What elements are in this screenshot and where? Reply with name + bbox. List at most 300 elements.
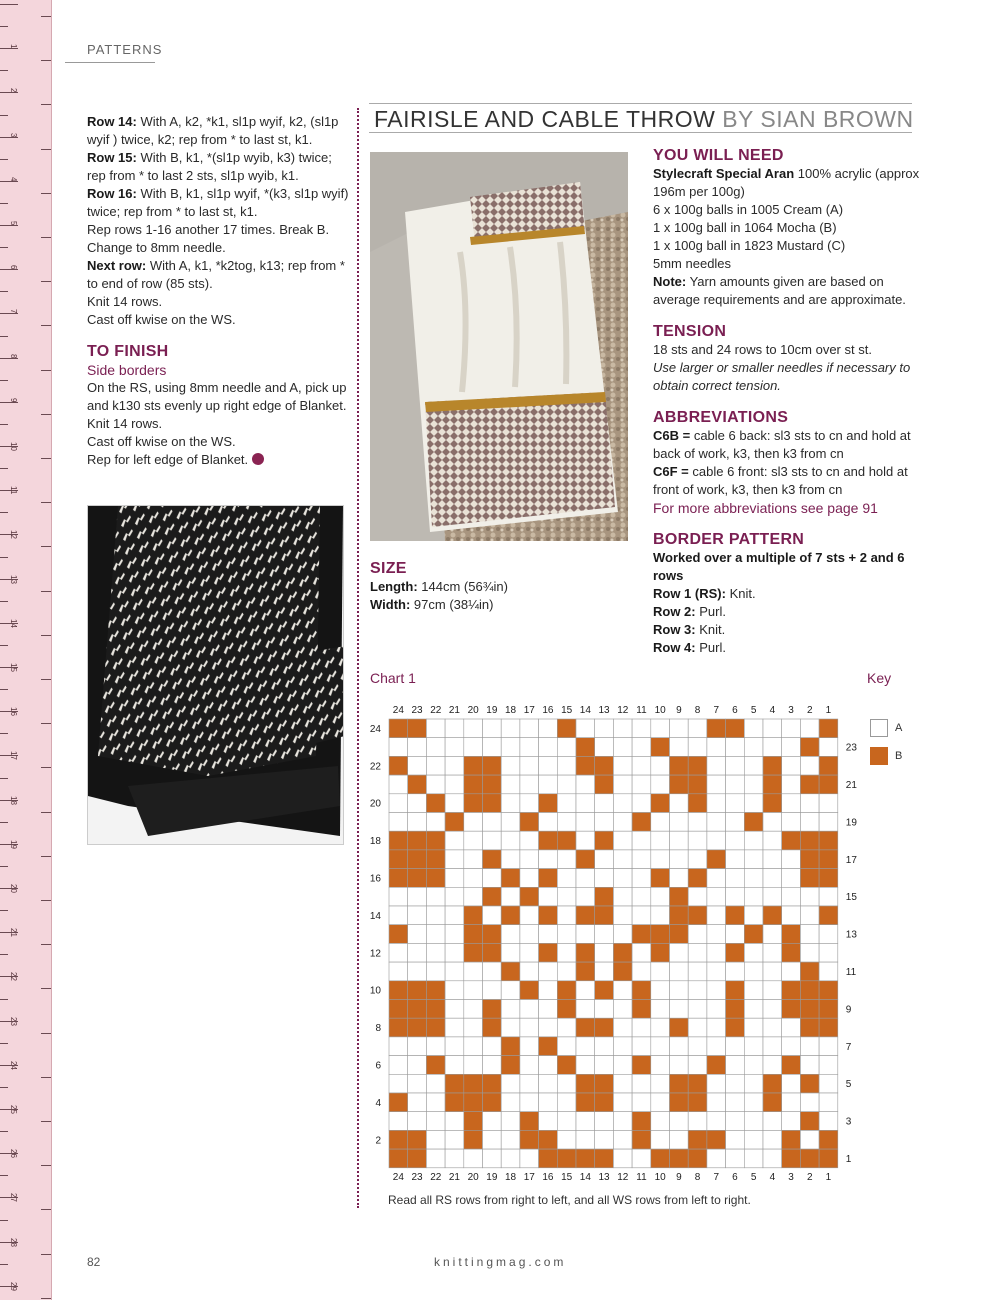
chart-cell xyxy=(632,1074,651,1093)
chart-cell xyxy=(408,925,427,944)
ruler-tick xyxy=(41,591,51,592)
chart-cell xyxy=(782,1149,801,1168)
chart-cell xyxy=(408,869,427,888)
ruler-tick xyxy=(0,1131,8,1132)
chart-cell xyxy=(688,943,707,962)
chart-cell xyxy=(613,1130,632,1149)
chart-column-label: 22 xyxy=(430,1171,442,1183)
chart-cell xyxy=(501,1000,520,1019)
chart-cell xyxy=(408,1093,427,1112)
chart-cell xyxy=(426,1112,445,1131)
chart-cell xyxy=(632,962,651,981)
chart-cell xyxy=(539,738,558,757)
chart-cell xyxy=(539,1130,558,1149)
border-row xyxy=(653,639,923,657)
chart-cell xyxy=(389,981,408,1000)
chart-row-label: 23 xyxy=(845,742,857,754)
length-value: 144cm (56¾in) xyxy=(417,579,508,594)
chart-cell xyxy=(426,813,445,832)
chart-cell xyxy=(744,813,763,832)
chart-cell xyxy=(651,1000,670,1019)
chart-cell xyxy=(389,1018,408,1037)
chart-cell xyxy=(520,1074,539,1093)
chart-cell xyxy=(819,1149,838,1168)
chart-cell xyxy=(763,943,782,962)
chart-cell xyxy=(389,794,408,813)
chart-cell xyxy=(688,869,707,888)
chart-cell xyxy=(688,1093,707,1112)
chart-cell xyxy=(408,887,427,906)
chart-cell xyxy=(632,1130,651,1149)
ruler-label: 13 xyxy=(9,574,18,584)
chart-cell xyxy=(557,925,576,944)
chart-cell xyxy=(595,850,614,869)
pattern-row-text: With A, k1, *k2tog, k13; rep from * to end of row (85 sts). xyxy=(87,258,345,291)
chart-cell xyxy=(557,1149,576,1168)
chart-cell xyxy=(819,831,838,850)
chart-cell xyxy=(707,1018,726,1037)
pattern-row xyxy=(87,149,349,185)
border-row-text: Purl. xyxy=(695,604,726,619)
chart-cell xyxy=(613,738,632,757)
chart-cell xyxy=(483,887,502,906)
chart-cell xyxy=(445,962,464,981)
chart-cell xyxy=(763,813,782,832)
ruler-tick xyxy=(0,689,8,690)
chart-cell xyxy=(520,775,539,794)
ruler-tick xyxy=(41,458,51,459)
chart-cell xyxy=(520,1056,539,1075)
chart-cell xyxy=(707,962,726,981)
chart-cell xyxy=(520,1093,539,1112)
ruler-tick xyxy=(41,679,51,680)
chart-cell xyxy=(539,869,558,888)
ruler-tick xyxy=(41,502,51,503)
chart-cell xyxy=(744,906,763,925)
chart-cell xyxy=(557,1112,576,1131)
pattern-row xyxy=(87,293,349,311)
chart-cell xyxy=(744,981,763,1000)
chart-cell xyxy=(557,719,576,738)
chart-cell xyxy=(819,775,838,794)
chart-cell xyxy=(520,738,539,757)
chart-cell xyxy=(576,1018,595,1037)
chart-column-label: 1 xyxy=(825,705,832,716)
chart-cell xyxy=(613,869,632,888)
chart-cell xyxy=(576,794,595,813)
chart-cell xyxy=(520,906,539,925)
ruler-tick xyxy=(0,424,8,425)
ruler-tick xyxy=(41,723,51,724)
chart-cell xyxy=(800,719,819,738)
ruler-tick xyxy=(41,546,51,547)
chart-cell xyxy=(595,887,614,906)
ruler-label: 1 xyxy=(9,44,18,49)
chart-cell xyxy=(707,1074,726,1093)
chart-cell xyxy=(670,1000,689,1019)
chart-cell xyxy=(557,738,576,757)
chart-cell xyxy=(782,1112,801,1131)
pattern-row-text: With B, k1, *(sl1p wyib, k3) twice; rep from * to last 2 sts, sl1p wyib, k1. xyxy=(87,150,332,183)
chart-cell xyxy=(782,1037,801,1056)
chart-cell xyxy=(389,887,408,906)
chart-column-label: 19 xyxy=(486,1171,498,1183)
ruler-tick xyxy=(0,247,8,248)
chart-column-label: 9 xyxy=(676,1171,682,1183)
chart-cell xyxy=(408,719,427,738)
chart-cell xyxy=(464,906,483,925)
chart-cell xyxy=(670,1056,689,1075)
chart-cell xyxy=(539,1149,558,1168)
border-row xyxy=(653,621,923,639)
chart-cell xyxy=(483,906,502,925)
chart-cell xyxy=(688,887,707,906)
chart-cell xyxy=(763,1000,782,1019)
chart-cell xyxy=(576,738,595,757)
chart-cell xyxy=(763,794,782,813)
chart-cell xyxy=(670,831,689,850)
chart-cell xyxy=(819,1112,838,1131)
pattern-row-label: Row 14: xyxy=(87,114,137,129)
chart-cell xyxy=(800,1037,819,1056)
chart-cell xyxy=(426,887,445,906)
ruler-tick xyxy=(0,645,8,646)
chart-cell xyxy=(595,1056,614,1075)
chart-cell xyxy=(632,1093,651,1112)
chart-cell xyxy=(576,813,595,832)
chart-cell xyxy=(445,887,464,906)
chart-cell xyxy=(501,1037,520,1056)
chart-cell xyxy=(408,831,427,850)
ruler-tick xyxy=(41,812,51,813)
chart-cell xyxy=(726,850,745,869)
chart-cell xyxy=(595,943,614,962)
chart-cell xyxy=(726,925,745,944)
chart-cell xyxy=(670,794,689,813)
chart-cell xyxy=(520,962,539,981)
finish-line: Knit 14 rows. xyxy=(87,416,163,431)
chart-cell xyxy=(501,943,520,962)
chart-cell xyxy=(426,1130,445,1149)
chart-cell xyxy=(445,1093,464,1112)
chart-cell xyxy=(670,719,689,738)
chart-row-label: 17 xyxy=(845,854,857,866)
chart-cell xyxy=(782,738,801,757)
ruler-tick xyxy=(0,557,8,558)
ruler-tick xyxy=(0,313,18,314)
chart-cell xyxy=(688,1130,707,1149)
chart-cell xyxy=(539,1000,558,1019)
chart-row-label: 20 xyxy=(369,798,381,810)
pattern-row xyxy=(87,311,349,329)
chart-cell xyxy=(408,1056,427,1075)
chart-cell xyxy=(557,1074,576,1093)
chart-cell xyxy=(744,1000,763,1019)
chart-cell xyxy=(445,1000,464,1019)
chart-cell xyxy=(520,981,539,1000)
blanket-photo-houndstooth xyxy=(87,505,344,845)
chart-cell xyxy=(464,869,483,888)
chart-cell xyxy=(408,850,427,869)
chart-cell xyxy=(763,1130,782,1149)
chart-cell xyxy=(782,775,801,794)
ruler-tick xyxy=(41,1033,51,1034)
chart-cell xyxy=(688,1056,707,1075)
ruler-tick xyxy=(0,70,8,71)
chart-cell xyxy=(464,1056,483,1075)
chart-cell xyxy=(464,850,483,869)
chart-cell xyxy=(744,794,763,813)
chart-cell xyxy=(501,962,520,981)
chart-cell xyxy=(613,756,632,775)
chart-cell xyxy=(595,1130,614,1149)
chart-cell xyxy=(595,1112,614,1131)
chart-cell xyxy=(483,1074,502,1093)
chart-cell xyxy=(501,981,520,1000)
ruler-tick xyxy=(0,92,18,93)
chart-cell xyxy=(408,794,427,813)
chart-cell xyxy=(557,981,576,1000)
abbr-term: C6F = xyxy=(653,464,689,479)
chart-column-label: 5 xyxy=(750,705,757,716)
chart-cell xyxy=(800,1000,819,1019)
chart-cell xyxy=(426,1093,445,1112)
chart-cell xyxy=(632,943,651,962)
chart-cell xyxy=(800,1149,819,1168)
chart-cell xyxy=(464,1149,483,1168)
chart-title: Chart 1 xyxy=(370,670,416,686)
chart-cell xyxy=(595,1149,614,1168)
chart-cell xyxy=(744,1093,763,1112)
chart-cell xyxy=(707,831,726,850)
chart-cell xyxy=(651,981,670,1000)
chart-row-label: 1 xyxy=(845,1153,852,1165)
chart-column-label: 8 xyxy=(694,1171,701,1183)
chart-cell xyxy=(744,1037,763,1056)
chart-column-label: 2 xyxy=(806,705,813,716)
material-item: 1 x 100g ball in 1823 Mustard (C) xyxy=(653,238,846,253)
chart-cell xyxy=(800,906,819,925)
chart-cell xyxy=(483,850,502,869)
chart-cell xyxy=(707,887,726,906)
chart-cell xyxy=(557,962,576,981)
border-intro: Worked over a multiple of 7 sts + 2 and 6 rows xyxy=(653,550,905,583)
chart-cell xyxy=(782,831,801,850)
chart-cell xyxy=(501,813,520,832)
border-row-text: Knit. xyxy=(695,622,726,637)
chart-cell xyxy=(408,738,427,757)
chart-cell xyxy=(800,1018,819,1037)
key-label-a: A xyxy=(895,722,903,734)
finish-line: On the RS, using 8mm needle and A, pick up and k130 sts evenly up right edge of Blanket. xyxy=(87,380,347,413)
ruler-tick xyxy=(0,778,8,779)
ruler-tick xyxy=(0,601,8,602)
chart-cell xyxy=(613,906,632,925)
chart-cell xyxy=(576,1000,595,1019)
chart-cell xyxy=(613,813,632,832)
chart-cell xyxy=(445,925,464,944)
chart-cell xyxy=(613,794,632,813)
material-item: 5mm needles xyxy=(653,256,732,271)
chart-cell xyxy=(595,1000,614,1019)
chart-cell xyxy=(782,756,801,775)
chart-cell xyxy=(726,1130,745,1149)
abbr-item xyxy=(653,427,923,463)
chart-cell xyxy=(464,719,483,738)
chart-cell xyxy=(539,1056,558,1075)
chart-cell xyxy=(782,1130,801,1149)
chart-cell xyxy=(539,775,558,794)
chart-cell xyxy=(763,906,782,925)
chart-column-label: 16 xyxy=(542,705,554,716)
chart-cell xyxy=(800,813,819,832)
chart-cell xyxy=(445,738,464,757)
chart-1-grid xyxy=(362,697,862,1193)
column-divider xyxy=(357,108,359,1208)
chart-cell xyxy=(576,850,595,869)
chart-cell xyxy=(576,831,595,850)
chart-cell xyxy=(744,850,763,869)
chart-cell xyxy=(819,906,838,925)
chart-cell xyxy=(800,1112,819,1131)
chart-cell xyxy=(651,906,670,925)
chart-cell xyxy=(782,1000,801,1019)
ruler-label: 6 xyxy=(9,265,18,270)
chart-cell xyxy=(782,1093,801,1112)
chart-cell xyxy=(426,756,445,775)
chart-cell xyxy=(389,831,408,850)
chart-cell xyxy=(595,962,614,981)
chart-cell xyxy=(707,738,726,757)
ruler-tick xyxy=(41,414,51,415)
chart-cell xyxy=(670,756,689,775)
finish-line-text: Rep for left edge of Blanket. xyxy=(87,452,249,467)
chart-cell xyxy=(501,1149,520,1168)
chart-cell xyxy=(408,906,427,925)
chart-cell xyxy=(539,1093,558,1112)
chart-cell xyxy=(632,738,651,757)
chart-column-label: 17 xyxy=(523,705,535,716)
chart-cell xyxy=(445,906,464,925)
chart-cell xyxy=(632,719,651,738)
chart-cell xyxy=(408,1000,427,1019)
ruler-tick xyxy=(0,733,8,734)
chart-cell xyxy=(800,925,819,944)
chart-cell xyxy=(707,850,726,869)
throw-illustration xyxy=(370,152,628,541)
chart-cell xyxy=(426,1018,445,1037)
chart-row-label: 3 xyxy=(845,1116,852,1128)
chart-cell xyxy=(800,850,819,869)
ruler-tick xyxy=(0,468,8,469)
chart-cell xyxy=(670,738,689,757)
chart-cell xyxy=(483,1112,502,1131)
chart-cell xyxy=(819,1093,838,1112)
yarn-line xyxy=(653,165,923,201)
chart-cell xyxy=(483,719,502,738)
chart-row-label: 6 xyxy=(375,1060,381,1072)
chart-cell xyxy=(389,756,408,775)
chart-cell xyxy=(707,1037,726,1056)
chart-cell xyxy=(557,1000,576,1019)
chart-column-label: 5 xyxy=(750,1171,757,1183)
chart-cell xyxy=(464,1112,483,1131)
border-row-label: Row 4: xyxy=(653,640,696,655)
pattern-row-text: With A, k2, *k1, sl1p wyif, k2, (sl1p wyif ) twice, k2; rep from * to last st, k1. xyxy=(87,114,339,147)
chart-cell xyxy=(819,1074,838,1093)
chart-cell xyxy=(763,831,782,850)
pattern-row xyxy=(87,239,349,257)
chart-cell xyxy=(726,775,745,794)
chart-cell xyxy=(426,1074,445,1093)
abbr-def: cable 6 front: sl3 sts to cn and hold at front of work, k3, then k3 from cn xyxy=(653,464,908,497)
chart-cell xyxy=(426,1149,445,1168)
chart-cell xyxy=(763,981,782,1000)
chart-cell xyxy=(557,887,576,906)
chart-cell xyxy=(800,943,819,962)
ruler-label: 29 xyxy=(9,1281,18,1291)
chart-cell xyxy=(595,869,614,888)
chart-cell xyxy=(445,1037,464,1056)
chart-row-label: 12 xyxy=(369,948,381,960)
chart-row-label: 21 xyxy=(845,779,857,791)
chart-cell xyxy=(726,719,745,738)
chart-cell xyxy=(707,1149,726,1168)
chart-cell xyxy=(651,962,670,981)
chart-cell xyxy=(726,962,745,981)
abbr-more-link[interactable]: For more abbreviations see page 91 xyxy=(653,500,878,516)
chart-row-label: 22 xyxy=(369,761,381,773)
chart-cell xyxy=(501,925,520,944)
chart-cell xyxy=(782,925,801,944)
chart-cell xyxy=(408,1112,427,1131)
ruler-label: 24 xyxy=(9,1060,18,1070)
chart-cell xyxy=(389,869,408,888)
chart-row-label: 5 xyxy=(845,1079,852,1091)
size-length xyxy=(370,578,640,596)
tension-heading: TENSION xyxy=(653,323,727,340)
chart-cell xyxy=(744,869,763,888)
chart-cell xyxy=(539,1037,558,1056)
pattern-row-label: Row 15: xyxy=(87,150,137,165)
chart-cell xyxy=(576,981,595,1000)
chart-cell xyxy=(426,831,445,850)
ruler-label: 22 xyxy=(9,972,18,982)
chart-cell xyxy=(501,831,520,850)
chart-cell xyxy=(426,719,445,738)
chart-cell xyxy=(408,1130,427,1149)
chart-cell xyxy=(483,756,502,775)
chart-cell xyxy=(464,981,483,1000)
chart-cell xyxy=(763,1037,782,1056)
chart-cell xyxy=(595,756,614,775)
ruler-tick xyxy=(41,60,51,61)
chart-cell xyxy=(726,756,745,775)
chart-cell xyxy=(688,906,707,925)
ruler-tick xyxy=(0,203,8,204)
ruler-label: 19 xyxy=(9,839,18,849)
abbreviations-block xyxy=(653,409,923,517)
ruler-label: 23 xyxy=(9,1016,18,1026)
ruler-tick xyxy=(41,193,51,194)
chart-cell xyxy=(595,794,614,813)
chart-cell xyxy=(501,1130,520,1149)
width-label: Width: xyxy=(370,597,411,612)
ruler-tick xyxy=(0,822,8,823)
chart-column-label: 11 xyxy=(636,1171,647,1183)
chart-cell xyxy=(613,1074,632,1093)
chart-cell xyxy=(726,794,745,813)
